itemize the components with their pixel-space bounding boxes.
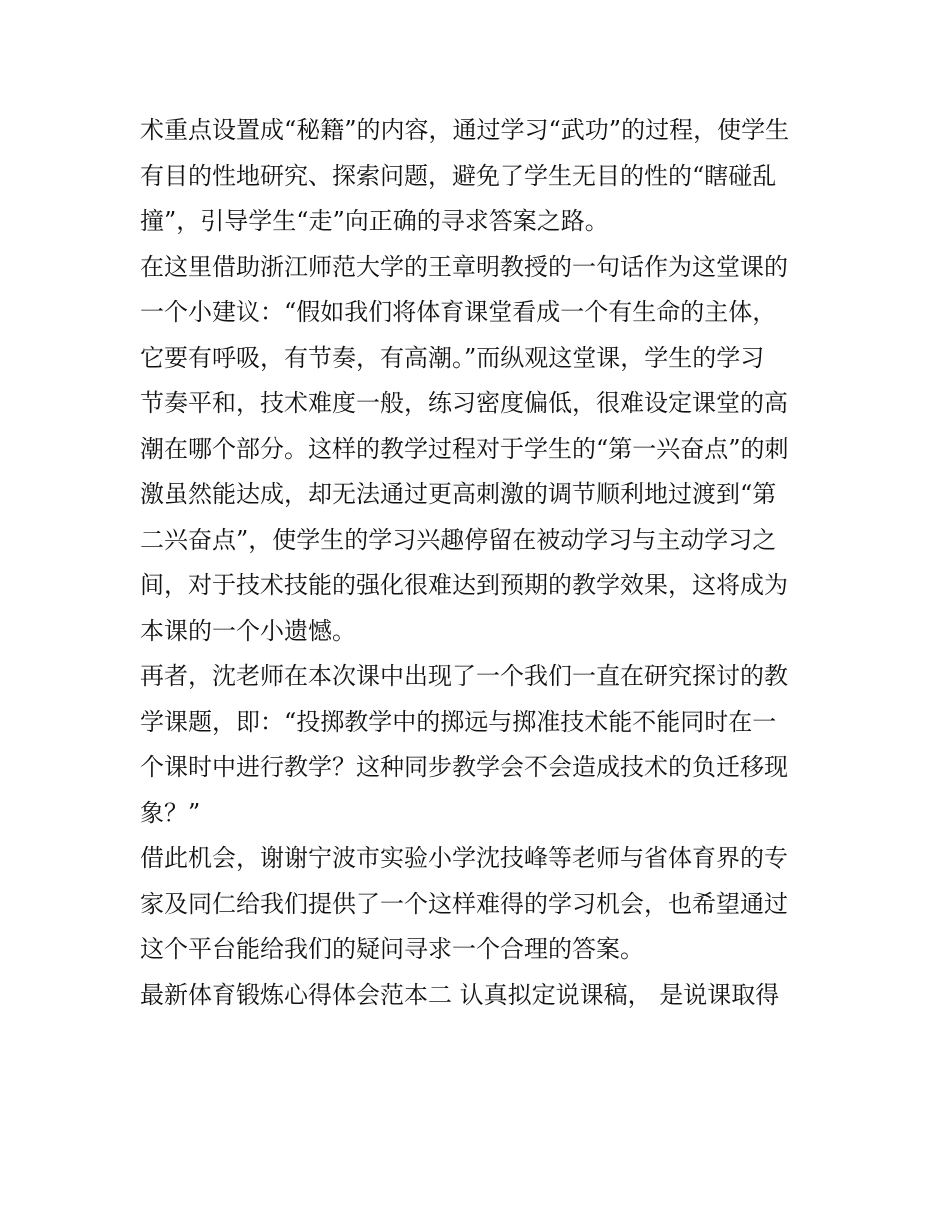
text-line: 家及同仁给我们提供了一个这样难得的学习机会，也希望通过 <box>140 889 788 918</box>
text-line: 再者，沈老师在本次课中出现了一个我们一直在研究探讨的教 <box>140 662 788 690</box>
text-line: 一个小建议：“假如我们将体育课堂看成一个有生命的主体， <box>140 298 777 326</box>
text-line: 节奏平和，技术难度一般，练习密度偏低，很难设定课堂的高 <box>140 389 788 417</box>
text-line: 个课时中进行教学？这种同步教学会不会造成技术的负迁移现 <box>140 753 788 781</box>
text-line: 二兴奋点”，使学生的学习兴趣停留在被动学习与主动学习之 <box>140 525 777 554</box>
text-line: 借此机会，谢谢宁波市实验小学沈技峰等老师与省体育界的专 <box>140 844 788 872</box>
text-line: 间，对于技术技能的强化很难达到预期的教学效果，这将成为 <box>140 571 788 599</box>
text-line: 象？” <box>140 798 201 827</box>
text-line: 学课题，即：“投掷教学中的掷远与掷准技术能不能同时在一 <box>140 707 777 736</box>
text-line: 在这里借助浙江师范大学的王章明教授的一句话作为这堂课的 <box>140 252 788 281</box>
text-line: 这个平台能给我们的疑问寻求一个合理的答案。 <box>140 935 644 963</box>
text-line: 激虽然能达成，却无法通过更高刺激的调节顺利地过渡到“第 <box>140 480 777 508</box>
text-line: 有目的性地研究、探索问题，避免了学生无目的性的“瞎碰乱 <box>140 161 777 190</box>
text-line: 它要有呼吸，有节奏，有高潮。”而纵观这堂课，学生的学习 <box>140 343 765 372</box>
body-text <box>140 108 820 1018</box>
text-line: 术重点设置成“秘籍”的内容，通过学习“武功”的过程，使学生 <box>140 116 790 144</box>
text-line: 最新体育锻炼心得体会范本二 认真拟定说课稿， 是说课取得 <box>140 980 780 1009</box>
text-line: 潮在哪个部分。这样的教学过程对于学生的“第一兴奋点”的刺 <box>140 434 789 463</box>
text-line: 本课的一个小遗憾。 <box>140 616 356 645</box>
text-line: 撞”，引导学生“走”向正确的寻求答案之路。 <box>140 207 609 235</box>
